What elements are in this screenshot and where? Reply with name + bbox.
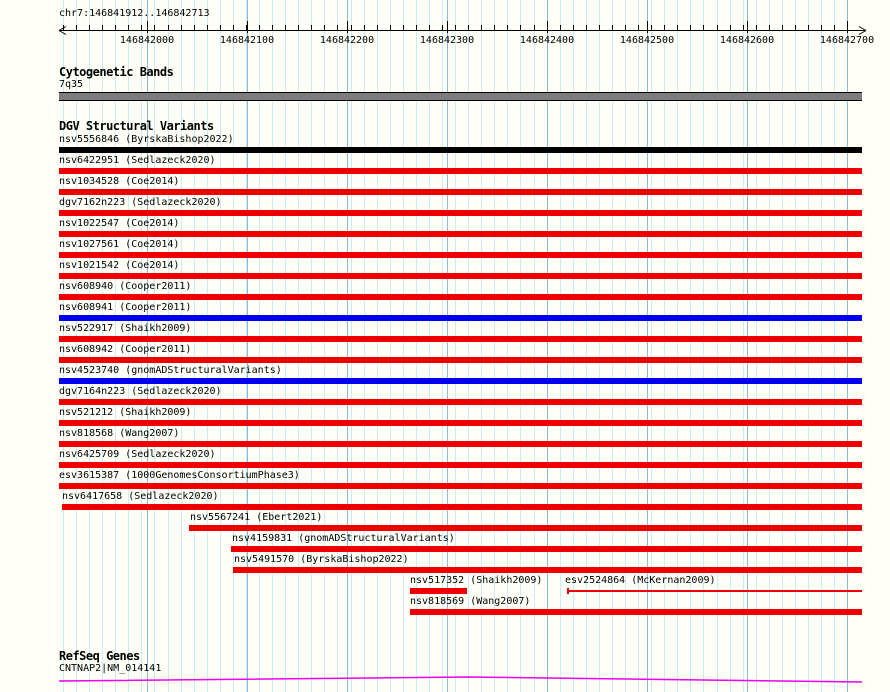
variant-label-nsv522917[interactable]: nsv522917 (Shaikh2009) bbox=[59, 323, 192, 334]
track-title-dgv-structural-variants: DGV Structural Variants bbox=[59, 119, 214, 133]
cytoband-label: 7q35 bbox=[59, 79, 84, 90]
gene-label: CNTNAP2|NM_014141 bbox=[59, 663, 162, 674]
variant-label-nsv517352[interactable]: nsv517352 (Shaikh2009) bbox=[410, 575, 543, 586]
ruler-tick-label: 146842500 bbox=[619, 35, 675, 46]
variant-label-nsv6425709[interactable]: nsv6425709 (Sedlazeck2020) bbox=[59, 449, 216, 460]
variant-label-nsv4523740[interactable]: nsv4523740 (gnomADStructuralVariants) bbox=[59, 365, 282, 376]
variant-label-nsv1021542[interactable]: nsv1021542 (Coe2014) bbox=[59, 260, 180, 271]
variant-label-nsv5491570[interactable]: nsv5491570 (ByrskaBishop2022) bbox=[234, 554, 409, 565]
ruler-tick-label: 146842200 bbox=[319, 35, 375, 46]
variant-label-esv3615387[interactable]: esv3615387 (1000GenomesConsortiumPhase3) bbox=[59, 470, 300, 481]
variant-label-nsv608942[interactable]: nsv608942 (Cooper2011) bbox=[59, 344, 192, 355]
variant-label-esv2524864[interactable]: esv2524864 (McKernan2009) bbox=[565, 575, 716, 586]
ruler-tick-label: 146842100 bbox=[219, 35, 275, 46]
variant-label-nsv608940[interactable]: nsv608940 (Cooper2011) bbox=[59, 281, 192, 292]
variant-label-nsv1034528[interactable]: nsv1034528 (Coe2014) bbox=[59, 176, 180, 187]
variant-label-nsv1022547[interactable]: nsv1022547 (Coe2014) bbox=[59, 218, 180, 229]
variant-label-dgv7162n223[interactable]: dgv7162n223 (Sedlazeck2020) bbox=[59, 197, 222, 208]
variant-label-nsv5567241[interactable]: nsv5567241 (Ebert2021) bbox=[190, 512, 323, 523]
variant-label-nsv6422951[interactable]: nsv6422951 (Sedlazeck2020) bbox=[59, 155, 216, 166]
variant-label-nsv521212[interactable]: nsv521212 (Shaikh2009) bbox=[59, 407, 192, 418]
ruler-tick-label: 146842000 bbox=[119, 35, 175, 46]
ruler-tick-label: 146842400 bbox=[519, 35, 575, 46]
variant-label-dgv7164n223[interactable]: dgv7164n223 (Sedlazeck2020) bbox=[59, 386, 222, 397]
ruler-tick-label: 146842300 bbox=[419, 35, 475, 46]
variant-label-nsv818568[interactable]: nsv818568 (Wang2007) bbox=[59, 428, 180, 439]
ruler-tick-label: 146842700 bbox=[819, 35, 875, 46]
variant-label-nsv5556846[interactable]: nsv5556846 (ByrskaBishop2022) bbox=[59, 134, 234, 145]
variant-label-nsv1027561[interactable]: nsv1027561 (Coe2014) bbox=[59, 239, 180, 250]
track-title-refseq-genes: RefSeq Genes bbox=[59, 649, 140, 663]
variant-label-nsv818569[interactable]: nsv818569 (Wang2007) bbox=[410, 596, 531, 607]
track-title-cytogenetic-bands: Cytogenetic Bands bbox=[59, 65, 174, 79]
ruler-tick-label: 146842600 bbox=[719, 35, 775, 46]
variant-label-nsv6417658[interactable]: nsv6417658 (Sedlazeck2020) bbox=[62, 491, 219, 502]
variant-label-nsv608941[interactable]: nsv608941 (Cooper2011) bbox=[59, 302, 192, 313]
variant-label-nsv4159831[interactable]: nsv4159831 (gnomADStructuralVariants) bbox=[232, 533, 455, 544]
region-coordinates-label: chr7:146841912..146842713 bbox=[59, 8, 210, 19]
